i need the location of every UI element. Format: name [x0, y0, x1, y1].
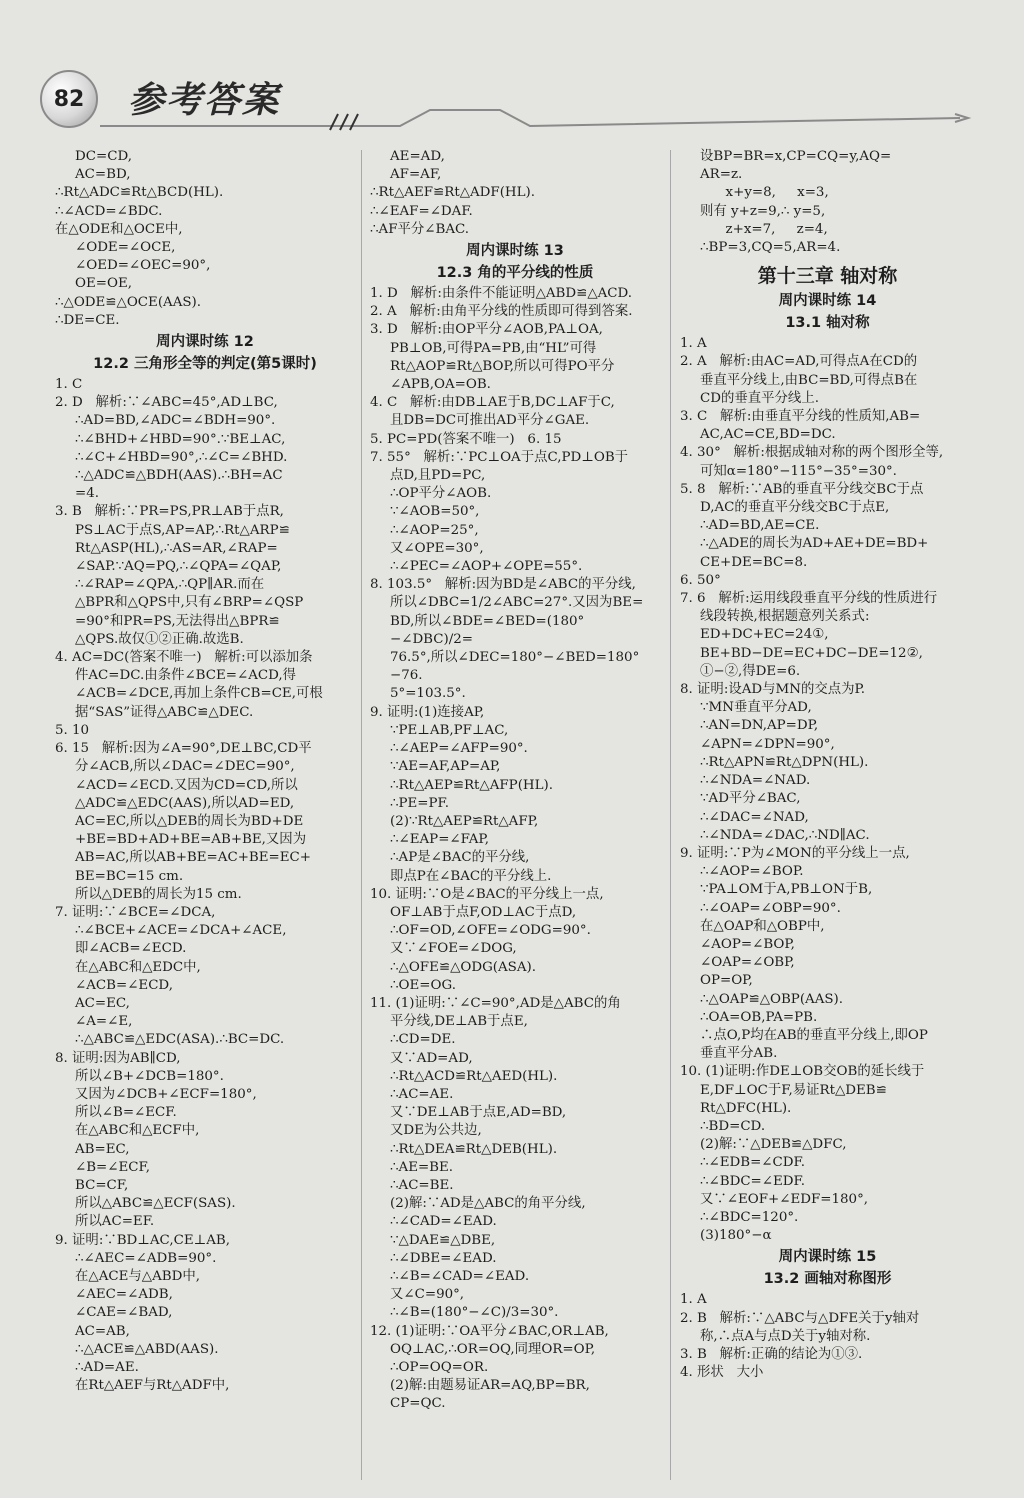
section-heading: 13.1 轴对称	[785, 315, 870, 332]
answer-line: 2. A 解析:由角平分线的性质即可得到答案.	[370, 304, 633, 320]
answer-line: 所以△ABC≌△ECF(SAS).	[75, 1196, 236, 1212]
answer-line: PS⊥AC于点S,AP=AP,∴Rt△ARP≌	[75, 522, 290, 538]
answer-line: 件AC=DC.由条件∠BCE=∠ACD,得	[75, 668, 297, 684]
equation-line: ∠A=∠E,	[75, 1014, 133, 1030]
answer-column-3	[680, 148, 975, 1382]
header-rule	[100, 100, 980, 140]
answer-column-1	[55, 148, 355, 1395]
answer-line: 在△ABC和△ECF中,	[75, 1123, 200, 1139]
answer-line: PB⊥OB,可得PA=PB,由“HL”可得	[390, 340, 597, 356]
equation-line: ∠OED=∠OEC=90°,	[75, 258, 211, 274]
equation-line: AC=BD,	[75, 167, 131, 183]
equation-line: BC=CF,	[75, 1177, 129, 1193]
section-heading: 周内课时练 12	[156, 334, 254, 351]
answer-line: 点D,且PD=PC,	[390, 468, 486, 484]
page-title: 参考答案	[128, 80, 281, 121]
answer-line: CD的垂直平分线上.	[700, 390, 819, 406]
answer-line: 3. D 解析:由OP平分∠AOB,PA⊥OA,	[370, 322, 603, 338]
answer-line: ∴点O,P均在AB的垂直平分线上,即OP	[700, 1027, 928, 1043]
section-heading: 周内课时练 14	[778, 293, 877, 310]
answer-line: 又∵∠EOF+∠EDF=180°,	[700, 1191, 869, 1207]
answer-line: (2)解:∵△DEB≌△DFC,	[700, 1137, 847, 1153]
answer-line: 又∵AD=AD,	[390, 1050, 473, 1066]
answer-line: 5. PC=PD(答案不唯一) 6. 15	[370, 431, 562, 447]
equation-line: ∠B=∠ECF,	[75, 1159, 150, 1175]
answer-line: x+y=8, x=3,	[700, 185, 829, 201]
answer-line: 9. 证明:(1)连接AP,	[370, 704, 485, 720]
answer-line: 所以AC=EF.	[75, 1214, 155, 1230]
section-heading: 周内课时练 15	[778, 1249, 877, 1266]
answer-line: 据“SAS”证得△ABC≌△DEC.	[75, 704, 254, 720]
answer-line: ∴∠AEP=∠AFP=90°.	[390, 741, 528, 757]
answer-line: ∴∠B=(180°−∠C)/3=30°.	[390, 1305, 559, 1321]
section-heading: 12.3 角的平分线的性质	[436, 265, 594, 282]
answer-line: ∴△ODE≌△OCE(AAS).	[55, 294, 202, 310]
answer-line: ①−②,得DE=6.	[700, 663, 801, 679]
answer-line: =90°和PR=PS,无法得出△BPR≌	[75, 613, 280, 629]
answer-line: =4.	[75, 486, 99, 502]
answer-line: ∴△OAP≌△OBP(AAS).	[700, 991, 844, 1007]
answer-line: 4. AC=DC(答案不唯一) 解析:可以添加条	[55, 650, 313, 666]
answer-line: 设BP=BR=x,CP=CQ=y,AQ=	[700, 149, 892, 164]
answer-line: ∴OP平分∠AOB.	[390, 486, 492, 502]
answer-line: z+x=7, z=4,	[700, 221, 828, 237]
answer-line: 3. B 解析:正确的结论为①③.	[680, 1346, 863, 1362]
answer-line: ∴Rt△DEA≌Rt△DEB(HL).	[390, 1141, 558, 1157]
answer-line: ∴∠AOP=∠BOP.	[700, 864, 804, 880]
answer-line: ∵MN垂直平分AD,	[700, 700, 812, 716]
answer-line: BD,所以∠BDE=∠BED=(180°−∠DBC)/2=	[390, 613, 585, 647]
answer-line: ∴∠EDB=∠CDF.	[700, 1155, 805, 1171]
equation-line: OP=OP,	[700, 973, 753, 989]
answer-line: 2. B 解析:∵△ABC与△DFE关于y轴对	[680, 1310, 920, 1326]
answer-line: 8. 103.5° 解析:因为BD是∠ABC的平分线,	[370, 577, 636, 593]
answer-line: 则有 y+z=9,∴ y=5,	[700, 203, 826, 219]
answer-line: 分∠ACB,所以∠DAC=∠DEC=90°,	[75, 759, 295, 775]
answer-line: 平分线,DE⊥AB于点E,	[390, 1014, 528, 1030]
answer-line: 所以∠DBC=1/2∠ABC=27°.又因为BE=	[390, 595, 644, 611]
answer-line: ∴△ABC≌△EDC(ASA).∴BC=DC.	[75, 1032, 285, 1048]
answer-line: 2. A 解析:由AC=AD,可得点A在CD的	[680, 354, 918, 370]
answer-line: ∴△ADE的周长为AD+AE+DE=BD+	[700, 536, 929, 552]
answer-line: 7. 证明:∵∠BCE=∠DCA,	[55, 904, 216, 920]
answer-line: ∴OE=OG.	[390, 977, 456, 993]
equation-line: AC=AB,	[75, 1323, 130, 1339]
answer-line: 6. 50°	[680, 572, 721, 588]
answer-line: ∴∠AOP=25°,	[390, 522, 479, 538]
answer-line: ∴OA=OB,PA=PB.	[700, 1009, 818, 1025]
answer-line: 在△ABC和△EDC中,	[75, 959, 201, 975]
answer-line: (2)解:由题易证AR=AQ,BP=BR,	[390, 1378, 590, 1394]
answer-line: ∠ACB=∠DCE,再加上条件CB=CE,可根	[75, 686, 323, 702]
equation-line: ∠AEC=∠ADB,	[75, 1287, 173, 1303]
answer-line: ∴OF=OD,∠OFE=∠ODG=90°.	[390, 923, 591, 939]
answer-line: 9. 证明:∵BD⊥AC,CE⊥AB,	[55, 1232, 230, 1248]
equation-line: AB=EC,	[75, 1141, 130, 1157]
answer-line: 又因为∠DCB+∠ECF=180°,	[75, 1086, 257, 1102]
answer-line: 10. 证明:∵O是∠BAC的平分线上一点,	[370, 886, 604, 902]
answer-line: ∴∠NDA=∠NAD.	[700, 773, 811, 789]
answer-line: 垂直平分线上,由BC=BD,可得点B在	[700, 372, 918, 388]
answer-line: ∴∠CAD=∠EAD.	[390, 1214, 497, 1230]
answer-line: ∴△ACE≌△ABD(AAS).	[75, 1341, 219, 1357]
answer-line: D,AC的垂直平分线交BC于点E,	[700, 500, 890, 516]
answer-line: 1. D 解析:由条件不能证明△ABD≌△ACD.	[370, 286, 633, 302]
answer-line: ∴∠EAP=∠FAP,	[390, 832, 489, 848]
answer-line: 即∠ACB=∠ECD.	[75, 941, 187, 957]
answer-line: (3)180°−α	[700, 1228, 772, 1244]
answer-line: Rt△ASP(HL),∴AS=AR,∠RAP=	[75, 540, 278, 556]
answer-line: 7. 6 解析:运用线段垂直平分线的性质进行	[680, 591, 938, 607]
equation-line: ∠ODE=∠OCE,	[75, 240, 176, 256]
answer-line: 9. 证明:∵P为∠MON的平分线上一点,	[680, 845, 910, 861]
answer-column-2	[370, 148, 660, 1414]
answer-line: ∴∠DAC=∠NAD,	[700, 809, 809, 825]
answer-line: 6. 15 解析:因为∠A=90°,DE⊥BC,CD平	[55, 741, 312, 757]
answer-line: CE+DE=BC=8.	[700, 554, 808, 570]
answer-line: ∴AE=BE.	[390, 1159, 454, 1175]
answer-line: 8. 证明:设AD与MN的交点为P.	[680, 682, 866, 698]
section-heading: 周内课时练 13	[466, 243, 564, 260]
answer-line: +BE=BD+AD+BE=AB+BE,又因为	[75, 832, 307, 848]
section-heading: 13.2 画轴对称图形	[763, 1271, 892, 1288]
answer-line: ∴CD=DE.	[390, 1032, 456, 1048]
answer-line: ∵AE=AF,AP=AP,	[390, 759, 501, 775]
answer-line: ∴∠BDC=∠EDF.	[700, 1173, 805, 1189]
answer-line: ∴AD=BD,∠ADC=∠BDH=90°.	[75, 413, 276, 429]
answer-line: OF⊥AB于点F,OD⊥AC于点D,	[390, 904, 577, 920]
answer-line: △ADC≌△EDC(AAS),所以AD=ED,	[75, 795, 295, 811]
answer-line: ∴∠RAP=∠QPA,∴QP∥AR.而在	[75, 577, 265, 593]
answer-line: ∴AC=AE.	[390, 1086, 454, 1102]
answer-line: 称,∴点A与点D关于y轴对称.	[700, 1328, 871, 1344]
answer-line: ∴AC=BE.	[390, 1177, 454, 1193]
answer-line: AC,AC=CE,BD=DC.	[700, 427, 836, 443]
answer-line: ∴Rt△ADC≌Rt△BCD(HL).	[55, 185, 224, 201]
answer-line: ∠APB,OA=OB.	[390, 377, 491, 393]
answer-line: BE=BC=15 cm.	[75, 868, 184, 884]
answer-line: 所以∠B=∠ECF.	[75, 1105, 177, 1121]
page-header	[0, 0, 1024, 150]
answer-line: 又∠C=90°,	[390, 1287, 465, 1303]
answer-line: ∵PA⊥OM于A,PB⊥ON于B,	[700, 882, 873, 898]
answer-line: 3. C 解析:由垂直平分线的性质知,AB=	[680, 409, 921, 425]
answer-line: ∴∠AEC=∠ADB=90°.	[75, 1250, 217, 1266]
answer-line: ∴∠B=∠CAD=∠EAD.	[390, 1268, 530, 1284]
answer-line: 1. A	[680, 1292, 707, 1308]
answer-line: 4. 30° 解析:根据成轴对称的两个图形全等,	[680, 445, 944, 461]
answer-line: 在Rt△AEF与Rt△ADF中,	[75, 1378, 230, 1394]
answer-line: ∴BP=3,CQ=5,AR=4.	[700, 240, 841, 256]
answer-line: 又∠OPE=30°,	[390, 540, 484, 556]
answer-line: ∴AD=AE.	[75, 1360, 139, 1375]
answer-line: ∵△DAE≌△DBE,	[390, 1232, 496, 1248]
answer-line: 可知α=180°−115°−35°=30°.	[700, 463, 897, 479]
answer-line: ∴Rt△ACD≌Rt△AED(HL).	[390, 1068, 558, 1084]
answer-line: ∠APN=∠DPN=90°,	[700, 736, 835, 752]
answer-line: ∴∠OAP=∠OBP=90°.	[700, 900, 841, 916]
equation-line: AE=AD,	[390, 149, 445, 164]
answer-line: ∴PE=PF.	[390, 795, 449, 811]
answer-line: ∴AF平分∠BAC.	[370, 221, 470, 237]
answer-line: 即点P在∠BAC的平分线上.	[390, 868, 552, 884]
answer-line: AC=EC,所以△DEB的周长为BD+DE	[75, 813, 304, 829]
answer-line: ∴∠DBE=∠EAD.	[390, 1250, 497, 1266]
answer-line: OQ⊥AC,∴OR=OQ,同理OR=OP,	[390, 1341, 596, 1357]
answer-line: ∴∠C+∠HBD=90°,∴∠C=∠BHD.	[75, 449, 288, 465]
answer-line: 2. D 解析:∵∠ABC=45°,AD⊥BC,	[55, 395, 278, 411]
equation-line: OE=OE,	[75, 276, 132, 292]
answer-line: 4. C 解析:由DB⊥AE于B,DC⊥AF于C,	[370, 395, 615, 411]
answer-line: △BPR和△QPS中,只有∠BRP=∠QSP	[75, 595, 304, 611]
answer-line: 在△OAP和△OBP中,	[700, 918, 825, 934]
answer-line: (2)∵Rt△AEP≌Rt△AFP,	[390, 813, 539, 829]
answer-line: 5°=103.5°.	[390, 686, 466, 702]
answer-line: 线段转换,根据题意列关系式:	[700, 609, 870, 625]
answer-line: 垂直平分AB.	[700, 1046, 778, 1062]
page-number: 82	[40, 70, 98, 128]
answer-line: 又DE为公共边,	[390, 1123, 482, 1139]
answer-line: ∴∠NDA=∠DAC,∴ND∥AC.	[700, 827, 870, 843]
answer-line: 所以∠B+∠DCB=180°.	[75, 1068, 224, 1084]
equation-line: DC=CD,	[75, 149, 132, 164]
answer-line: ∴OP=OQ=OR.	[390, 1360, 489, 1375]
answer-line: AR=z.	[700, 167, 743, 183]
answer-line: 1. A	[680, 336, 707, 352]
answer-line: ∴∠BHD+∠HBD=90°.∵BE⊥AC,	[75, 431, 286, 447]
answer-line: 76.5°,所以∠DEC=180°−∠BED=180°−76.	[390, 650, 640, 684]
answer-line: 又∵DE⊥AB于点E,AD=BD,	[390, 1105, 567, 1121]
answer-line: Rt△AOP≌Rt△BOP,所以可得PO平分	[390, 358, 615, 374]
equation-line: ∠OAP=∠OBP,	[700, 955, 795, 971]
answer-line: 3. B 解析:∵PR=PS,PR⊥AB于点R,	[55, 504, 284, 520]
answer-line: 11. (1)证明:∵∠C=90°,AD是△ABC的角	[370, 995, 621, 1011]
answer-line: ∴∠ACD=∠BDC.	[55, 203, 163, 219]
equation-line: AC=EC,	[75, 995, 130, 1011]
answer-line: CP=QC.	[390, 1396, 446, 1412]
answer-line: ∴△OFE≌△ODG(ASA).	[390, 959, 537, 975]
answer-line: ∴BD=CD.	[700, 1118, 766, 1134]
column-divider	[361, 150, 362, 1480]
equation-line: ∠CAE=∠BAD,	[75, 1305, 173, 1321]
answer-line: 5. 8 解析:∵AB的垂直平分线交BC于点	[680, 481, 924, 497]
chapter-heading: 第十三章 轴对称	[757, 265, 898, 288]
answer-line: ∴AN=DN,AP=DP,	[700, 718, 819, 734]
answer-line: 5. 10	[55, 722, 90, 738]
answer-line: 1. C	[55, 377, 83, 393]
answer-line: 且DB=DC可推出AD平分∠GAE.	[390, 413, 590, 429]
answer-line: 4. 形状 大小	[680, 1365, 764, 1381]
answer-line: 又∵∠FOE=∠DOG,	[390, 941, 517, 957]
answer-line: ∠ACD=∠ECD.又因为CD=CD,所以	[75, 777, 298, 793]
answer-line: ∴Rt△AEF≌Rt△ADF(HL).	[370, 185, 535, 201]
equation-line: ∠ACB=∠ECD,	[75, 977, 173, 993]
answer-line: 在△ACE与△ABD中,	[75, 1268, 200, 1284]
answer-line: 所以△DEB的周长为15 cm.	[75, 886, 242, 902]
answer-line: Rt△DFC(HL).	[700, 1100, 792, 1116]
answer-line: ∴∠BDC=120°.	[700, 1209, 799, 1225]
equation-line: ∠AOP=∠BOP,	[700, 936, 795, 952]
answer-line: ∠SAP.∵AQ=PQ,∴∠QPA=∠QAP,	[75, 559, 282, 575]
answer-line: ∵AD平分∠BAC,	[700, 791, 801, 807]
answer-line: 10. (1)证明:作DE⊥OB交OB的延长线于	[680, 1064, 925, 1080]
answer-line: ∴∠PEC=∠AOP+∠OPE=55°.	[390, 559, 583, 575]
answer-line: 7. 55° 解析:∵PC⊥OA于点C,PD⊥OB于	[370, 449, 629, 465]
answer-line: △QPS.故仅①②正确.故选B.	[75, 631, 244, 647]
answer-line: ∵∠AOB=50°,	[390, 504, 480, 520]
answer-line: ∵PE⊥AB,PF⊥AC,	[390, 722, 509, 738]
column-divider	[670, 150, 671, 1480]
answer-line: 8. 证明:因为AB∥CD,	[55, 1050, 181, 1066]
equation-line: AF=AF,	[390, 167, 442, 183]
answer-line: (2)解:∵AD是△ABC的角平分线,	[390, 1196, 586, 1212]
answer-line: ∴DE=CE.	[55, 312, 120, 328]
answer-line: ∴∠EAF=∠DAF.	[370, 203, 473, 219]
answer-line: ∴AD=BD,AE=CE.	[700, 518, 820, 534]
answer-line: ∴Rt△AEP≌Rt△AFP(HL).	[390, 777, 553, 793]
answer-line: BE+BD−DE=EC+DC−DE=12②,	[700, 645, 923, 661]
answer-line: E,DF⊥OC于F,易证Rt△DEB≌	[700, 1082, 887, 1098]
answer-line: 在△ODE和△OCE中,	[55, 221, 183, 237]
answer-line: ∴△ADC≌△BDH(AAS).∴BH=AC	[75, 468, 283, 484]
answer-line: AB=AC,所以AB+BE=AC+BE=EC+	[75, 850, 311, 866]
answer-line: ∴Rt△APN≌Rt△DPN(HL).	[700, 754, 869, 770]
answer-line: ED+DC+EC=24①,	[700, 627, 829, 643]
section-heading: 12.2 三角形全等的判定(第5课时)	[93, 356, 317, 373]
answer-line: 12. (1)证明:∵OA平分∠BAC,OR⊥AB,	[370, 1323, 609, 1339]
answer-line: ∴AP是∠BAC的平分线,	[390, 850, 530, 866]
answer-line: ∴∠BCE+∠ACE=∠DCA+∠ACE,	[75, 923, 287, 939]
